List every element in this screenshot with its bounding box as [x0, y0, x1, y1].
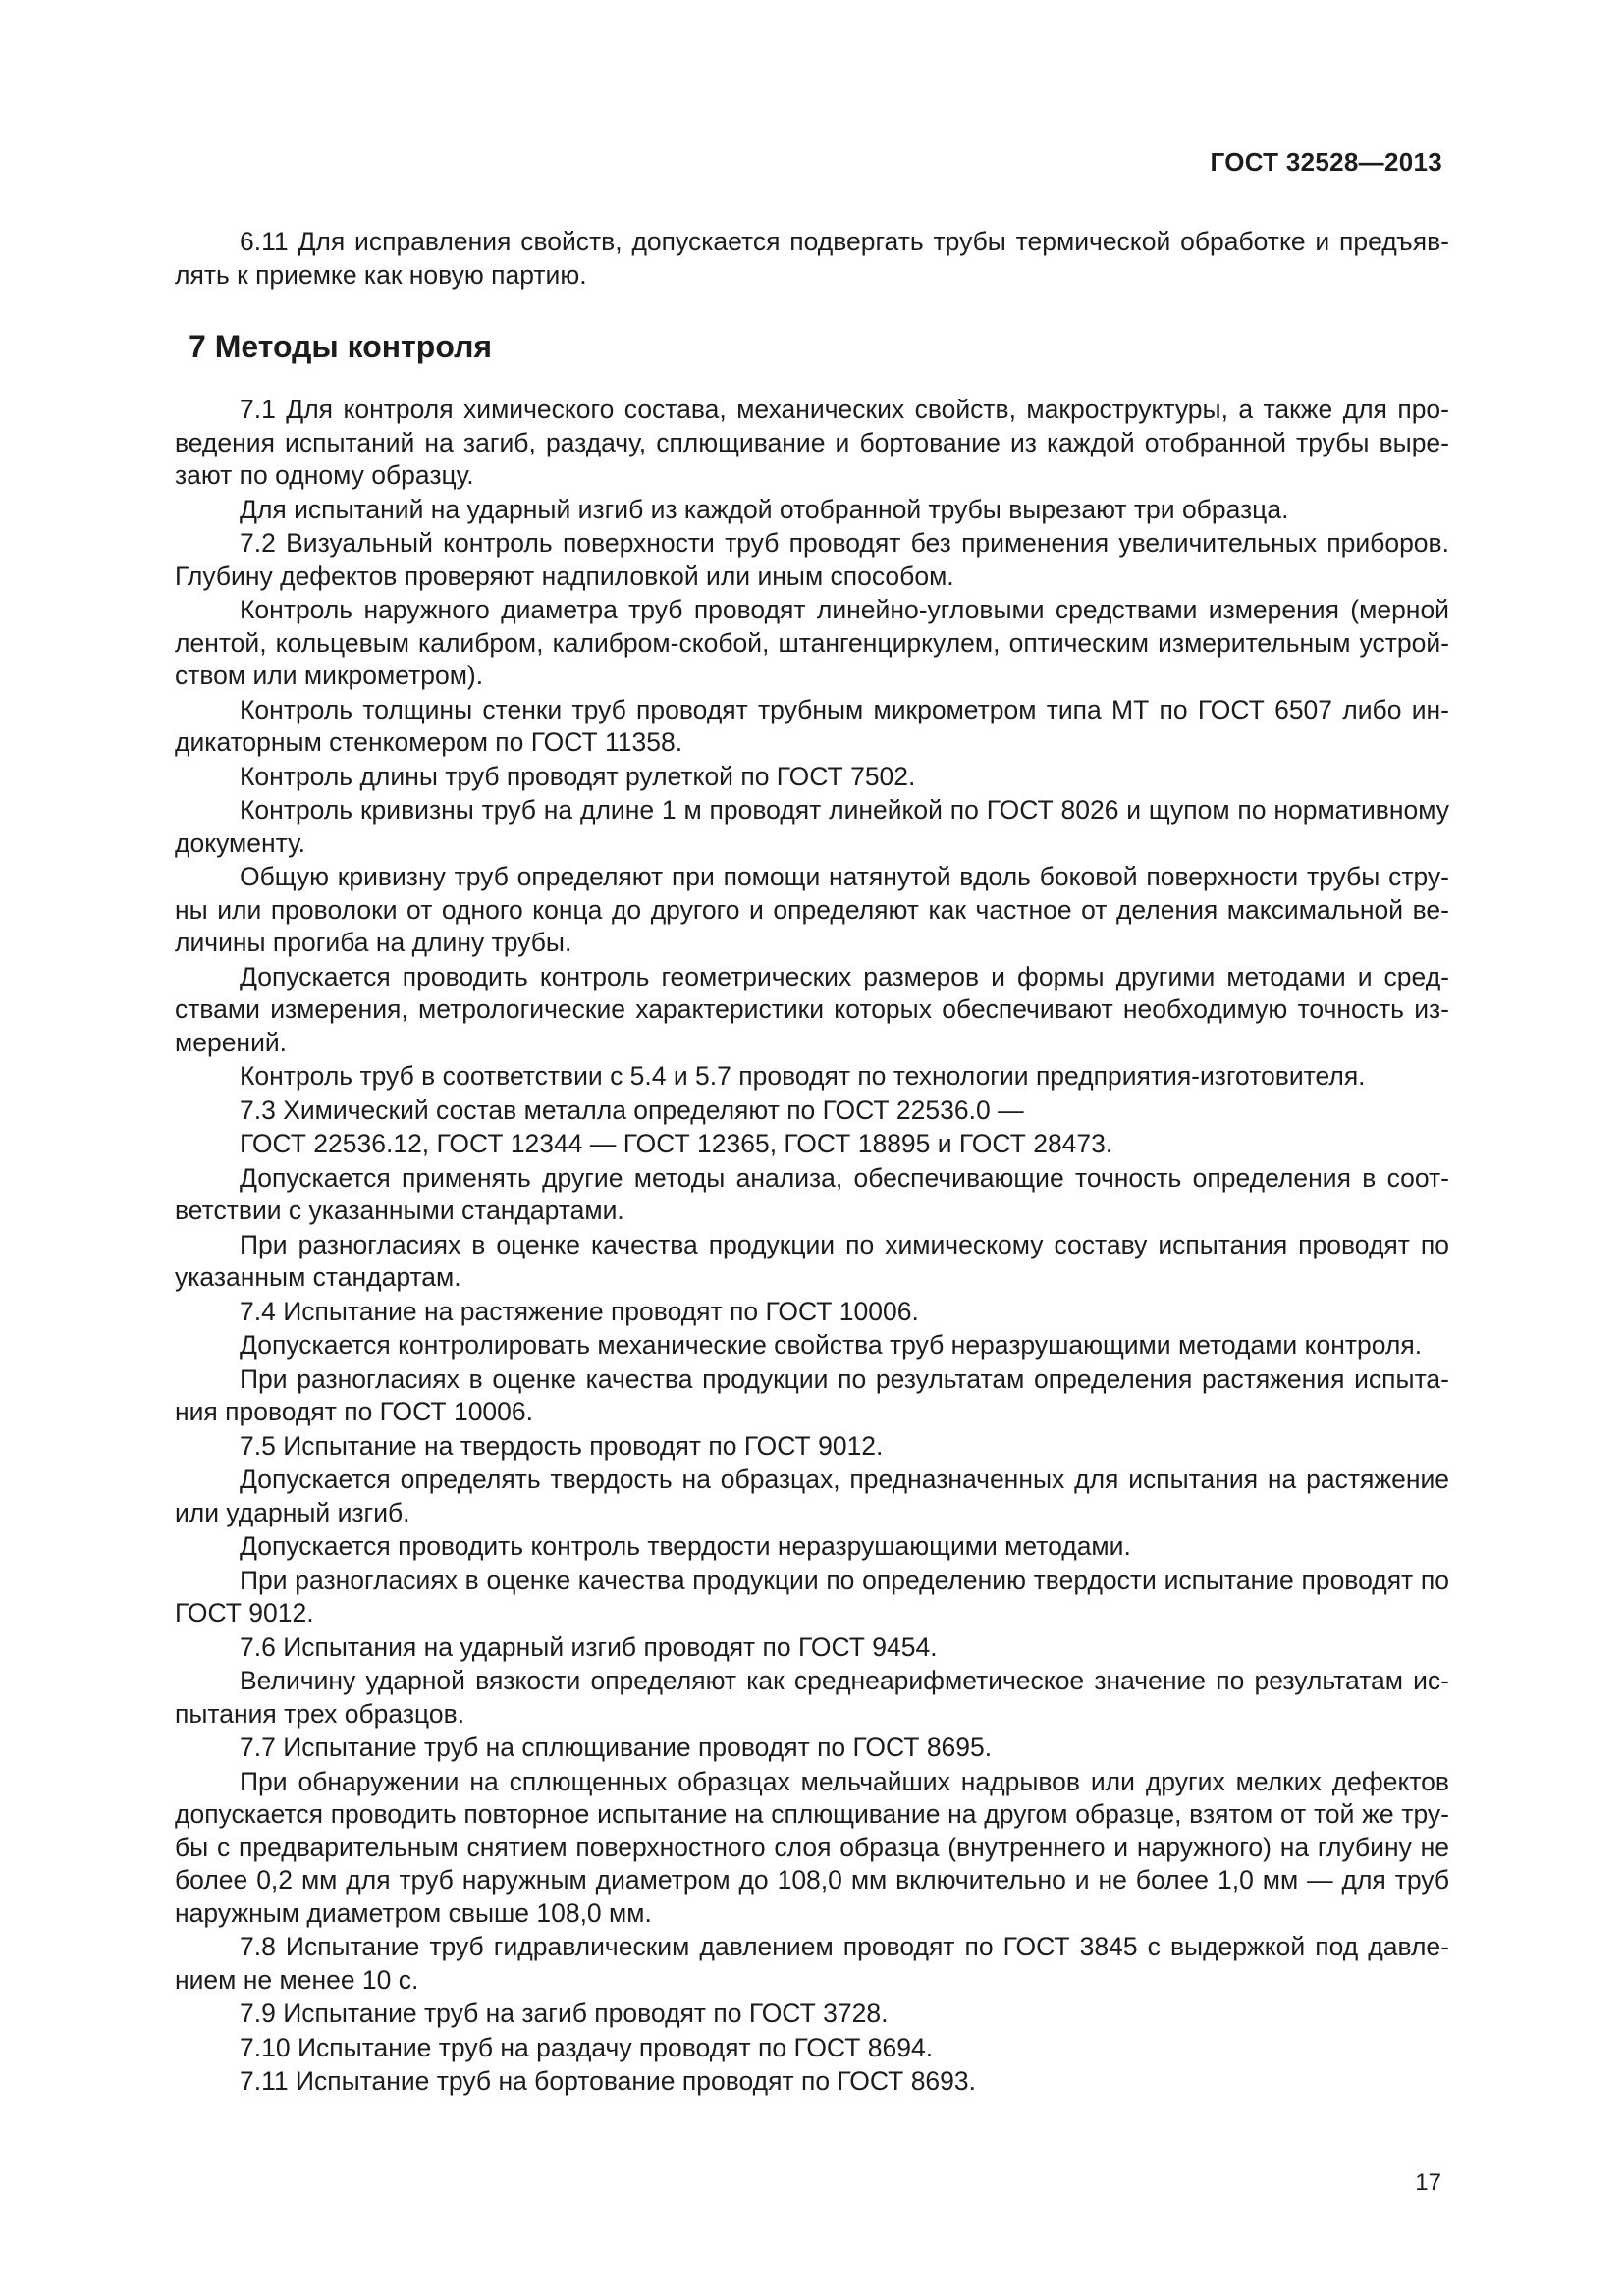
paragraph: При разногласиях в оценке качества продукции по химическому составу испытания проводят по указанным стандартам.	[175, 1229, 1449, 1292]
paragraph: Контроль труб в соответствии с 5.4 и 5.7 проводят по технологии предприятия-изготовителя.	[240, 1061, 1366, 1091]
paragraph: Допускается проводить контроль твердости неразрушающими методами.	[240, 1531, 1131, 1561]
paragraph-6-11: 6.11 Для исправления свойств, допускается подвергать трубы термической обработке и предъявлять к приемке как новую партию.	[175, 227, 1449, 290]
paragraph: При разногласиях в оценке качества продукции по результатам определения растяжения испытания проводят по ГОСТ 10006.	[175, 1363, 1449, 1426]
paragraph: 7.5 Испытание на твердость проводят по ГОСТ 9012.	[240, 1430, 884, 1461]
paragraph: 7.7 Испытание труб на сплющивание проводят по ГОСТ 8695.	[240, 1733, 993, 1762]
paragraph: 7.3 Химический состав металла определяют по ГОСТ 22536.0 —	[240, 1095, 1024, 1125]
paragraph: Допускается контролировать механические свойства труб неразрушающими методами контроля.	[240, 1330, 1423, 1360]
paragraph: Общую кривизну труб определяют при помощи натянутой вдоль боковой поверхности трубы струны или проволоки от одного конца до другого и определяют как частное от деления максимальной величины прогиба на длину трубы.	[175, 862, 1449, 957]
paragraph: Допускается проводить контроль геометрических размеров и формы другими методами и средствами измерения, метрологические характеристики которых обеспечивают необходимую точность измерений.	[175, 961, 1449, 1057]
paragraph: 7.8 Испытание труб гидравлическим давлением проводят по ГОСТ 3845 с выдержкой под давлением не менее 10 с.	[175, 1932, 1449, 1995]
paragraph: Величину ударной вязкости определяют как среднеарифметическое значение по результатам испытания трех образцов.	[175, 1666, 1449, 1729]
paragraph: При обнаружении на сплющенных образцах мельчайших надрывов или других мелких дефектов допускается проводить повторное испытание на сплющивание на другом образце, взятом от той же трубы с предварительным снятием поверхностного слоя образца (внутреннего и наружного) на глубину не более 0,2 мм для труб наружным диаметром до 108,0 мм включительно и не более 1,0 мм — для труб наружным диаметром свыше 108,0 мм.	[175, 1766, 1449, 1928]
paragraph: Контроль кривизны труб на длине 1 м проводят линейкой по ГОСТ 8026 и щупом по нормативному документу.	[175, 795, 1449, 858]
paragraph: Для испытаний на ударный изгиб из каждой отобранной трубы вырезают три образца.	[240, 494, 1289, 524]
document-code: ГОСТ 32528—2013	[1210, 147, 1442, 177]
paragraph-list	[175, 394, 1449, 2099]
paragraph: Допускается определять твердость на образцах, предназначенных для испытания на растяжение или ударный изгиб.	[175, 1465, 1449, 1527]
paragraph: 7.1 Для контроля химического состава, механических свойств, макроструктуры, а также для проведения испытаний на загиб, раздачу, сплющивание и бортование из каждой отобранной трубы вырезают по одному образцу.	[175, 395, 1449, 490]
section-title: 7 Методы контроля	[189, 329, 493, 364]
paragraph: Контроль длины труб проводят рулеткой по ГОСТ 7502.	[240, 761, 916, 791]
paragraph: Допускается применять другие методы анализа, обеспечивающие точность определения в соответствии с указанными стандартами.	[175, 1162, 1449, 1225]
paragraph: 7.10 Испытание труб на раздачу проводят по ГОСТ 8694.	[240, 2032, 934, 2062]
paragraph: Контроль наружного диаметра труб проводят линейно-угловыми средствами измерения (мерной лентой, кольцевым калибром, калибром-скобой, штангенциркулем, оптическим измерительным устройством или микрометром).	[175, 595, 1449, 690]
page-body	[175, 226, 1449, 2099]
paragraph: ГОСТ 22536.12, ГОСТ 12344 — ГОСТ 12365, ГОСТ 18895 и ГОСТ 28473.	[240, 1129, 1113, 1158]
page-number: 17	[1415, 2169, 1441, 2196]
paragraph: 7.9 Испытание труб на загиб проводят по ГОСТ 3728.	[240, 1999, 889, 2028]
paragraph: 7.6 Испытания на ударный изгиб проводят по ГОСТ 9454.	[240, 1631, 938, 1662]
paragraph: 7.4 Испытание на растяжение проводят по ГОСТ 10006.	[240, 1296, 919, 1326]
paragraph: При разногласиях в оценке качества продукции по определению твердости испытание проводят по ГОСТ 9012.	[175, 1565, 1449, 1628]
paragraph: 7.2 Визуальный контроль поверхности труб проводят без применения увеличительных приборов. Глубину дефектов проверяют надпиловкой или иным способом.	[175, 528, 1449, 591]
paragraph: Контроль толщины стенки труб проводят трубным микрометром типа МТ по ГОСТ 6507 либо индикаторным стенкомером по ГОСТ 11358.	[175, 694, 1449, 757]
paragraph: 7.11 Испытание труб на бортование проводят по ГОСТ 8693.	[240, 2066, 977, 2096]
